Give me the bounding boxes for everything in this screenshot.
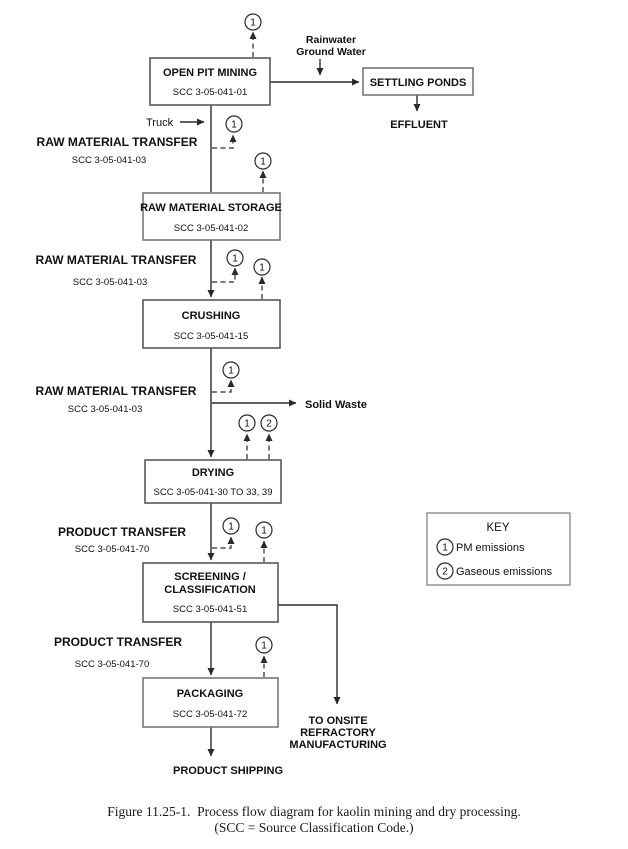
pm-marker-digit: 1	[260, 156, 266, 168]
box-title-line1: SCREENING /	[174, 571, 246, 583]
transfer-label-raw-material-1	[37, 135, 198, 166]
box-title: CRUSHING	[181, 310, 241, 322]
pm-marker-digit: 1	[231, 119, 237, 131]
pm-marker-digit: 1	[232, 253, 238, 265]
to-onsite-label-line1: TO ONSITE	[308, 715, 368, 727]
transfer-title: RAW MATERIAL TRANSFER	[36, 135, 198, 149]
figure-caption-line1: Figure 11.25-1. Process flow diagram for kaolin mining and dry processing.	[107, 804, 521, 819]
pm-emission-marker	[255, 153, 271, 169]
transfer-label-product-1	[58, 525, 186, 555]
pm-marker-digit: 1	[228, 365, 234, 377]
pm-marker-digit: 1	[259, 262, 265, 274]
transfer-label-raw-material-3	[36, 384, 197, 415]
transfer-scc: SCC 3-05-041-70	[74, 544, 150, 555]
gaseous-marker-digit: 2	[266, 418, 272, 430]
truck-label: Truck	[146, 117, 174, 129]
process-box-drying	[145, 460, 281, 503]
to-onsite-label-line3: MANUFACTURING	[289, 739, 387, 751]
emission-arrow-transfer-3	[212, 380, 231, 392]
emission-arrow-transfer-2	[212, 268, 235, 282]
key-item-pm	[437, 539, 525, 555]
pm-marker-digit: 1	[250, 17, 256, 29]
pm-emission-marker	[239, 415, 255, 431]
pm-emission-marker	[223, 362, 239, 378]
transfer-scc: SCC 3-05-041-03	[67, 404, 143, 415]
emission-arrow-transfer-4	[212, 537, 231, 548]
box-title: OPEN PIT MINING	[162, 67, 258, 79]
process-box-raw-material-storage	[140, 193, 282, 240]
pm-emission-marker	[256, 522, 272, 538]
transfer-title: RAW MATERIAL TRANSFER	[35, 384, 197, 398]
pm-marker-digit: 1	[228, 521, 234, 533]
transfer-scc: SCC 3-05-041-70	[74, 659, 150, 670]
transfer-title: RAW MATERIAL TRANSFER	[35, 253, 197, 267]
box-title: PACKAGING	[176, 688, 244, 700]
box-title: RAW MATERIAL STORAGE	[140, 202, 282, 214]
transfer-title: PRODUCT TRANSFER	[54, 635, 182, 649]
gaseous-emission-marker	[261, 415, 277, 431]
flow-arrow-screening-to-refractory	[278, 605, 337, 704]
transfer-scc: SCC 3-05-041-03	[71, 155, 147, 166]
pm-emission-marker	[226, 116, 242, 132]
pm-emission-marker	[245, 14, 261, 30]
box-title: SETTLING PONDS	[369, 77, 467, 89]
transfer-label-raw-material-2	[36, 253, 197, 288]
rainwater-label-line2: Ground Water	[296, 46, 366, 58]
product-shipping-label: PRODUCT SHIPPING	[172, 765, 284, 777]
box-title-line2: CLASSIFICATION	[164, 584, 256, 596]
process-box-open-pit-mining	[150, 58, 270, 105]
pm-marker-digit: 1	[261, 640, 267, 652]
pm-emission-marker	[223, 518, 239, 534]
transfer-scc: SCC 3-05-041-03	[72, 277, 148, 288]
box-scc: SCC 3-05-041-51	[172, 604, 248, 615]
key-title: KEY	[486, 522, 510, 534]
flow-connectors	[180, 59, 417, 756]
pm-emission-marker	[256, 637, 272, 653]
box-scc: SCC 3-05-041-01	[172, 87, 248, 98]
solid-waste-label: Solid Waste	[305, 399, 367, 411]
box-title: DRYING	[191, 467, 235, 479]
pm-emission-marker	[227, 250, 243, 266]
key-legend	[427, 513, 570, 585]
pm-emission-marker	[254, 259, 270, 275]
transfer-title: PRODUCT TRANSFER	[58, 525, 186, 539]
process-box-crushing	[143, 300, 280, 348]
transfer-label-product-2	[54, 635, 182, 670]
box-scc: SCC 3-05-041-72	[172, 709, 248, 720]
figure-caption	[0, 804, 628, 836]
emission-arrow-transfer-1	[212, 135, 233, 148]
box-scc: SCC 3-05-041-30 TO 33, 39	[153, 487, 273, 498]
key-item-label: PM emissions	[456, 542, 525, 554]
process-box-screening-classification	[143, 563, 278, 622]
gaseous-marker-digit: 2	[442, 566, 448, 578]
box-scc: SCC 3-05-041-15	[173, 331, 249, 342]
to-onsite-label-line2: REFRACTORY	[300, 727, 376, 739]
pm-marker-digit: 1	[442, 542, 448, 554]
process-box-packaging	[143, 678, 278, 727]
figure-caption-line2: (SCC = Source Classification Code.)	[214, 820, 414, 835]
key-item-label: Gaseous emissions	[456, 566, 552, 578]
effluent-label: EFFLUENT	[390, 119, 448, 131]
pm-marker-digit: 1	[244, 418, 250, 430]
process-box-settling-ponds	[363, 68, 473, 95]
box-scc: SCC 3-05-041-02	[173, 223, 249, 234]
rainwater-label-line1: Rainwater	[305, 34, 357, 46]
pm-marker-digit: 1	[261, 525, 267, 537]
